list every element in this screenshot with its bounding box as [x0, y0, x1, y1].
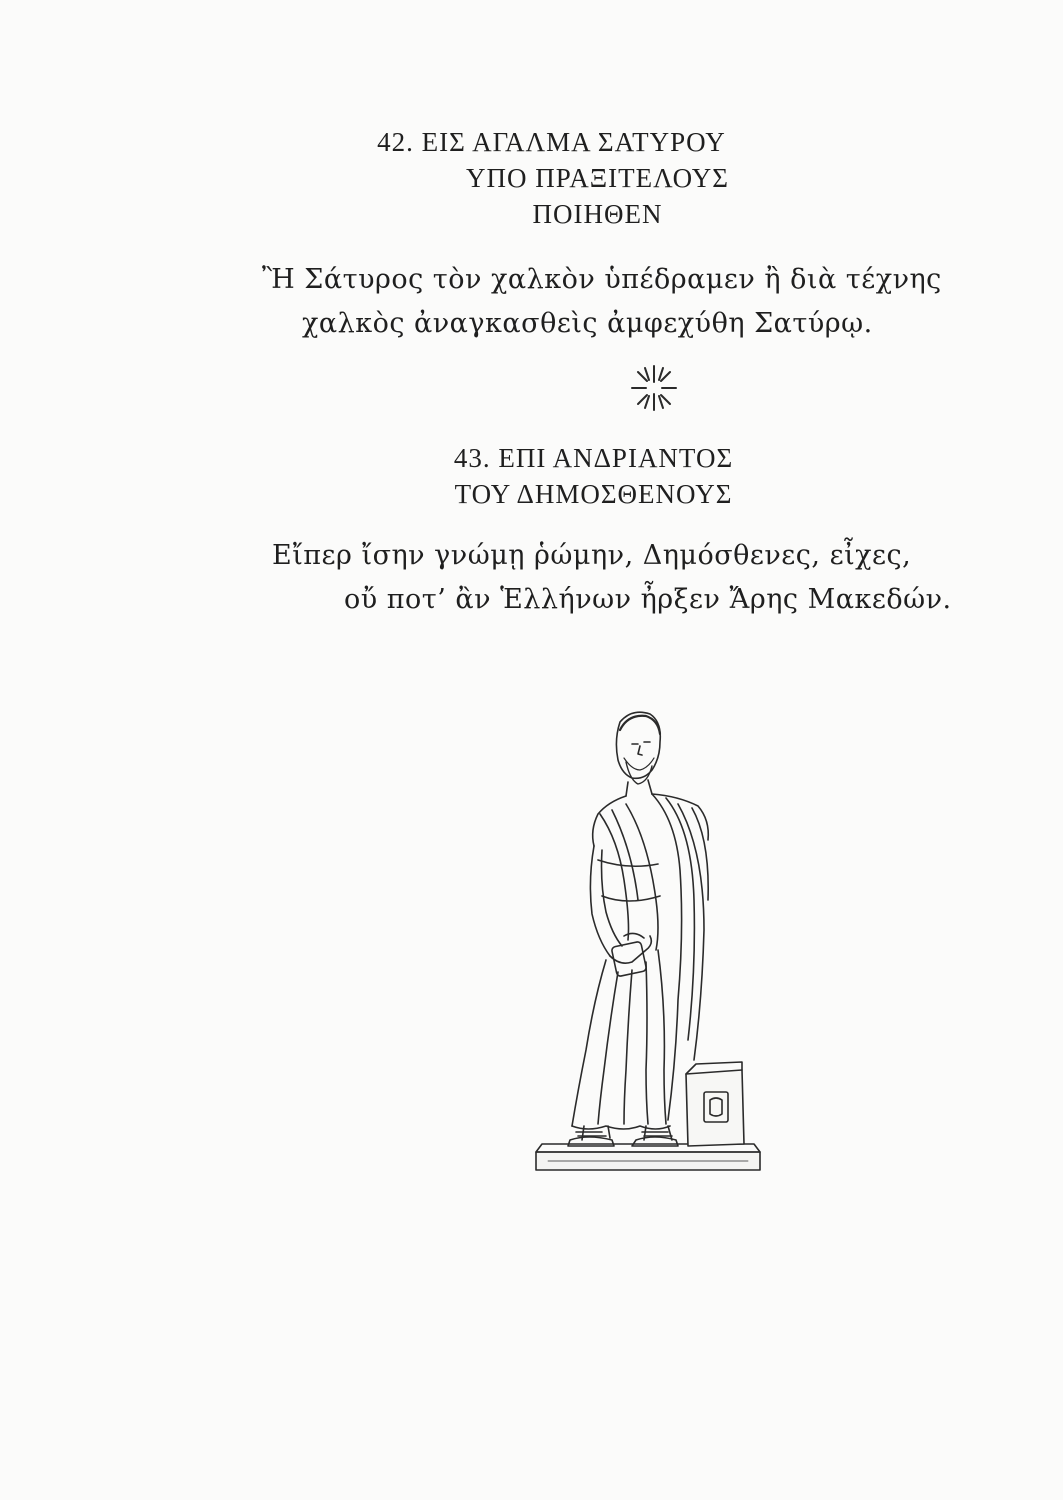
verse-line: χαλκὸς ἀναγκασθεὶς ἀμφεχύθη Σατύρῳ.: [302, 308, 873, 339]
epigram-42-heading: [0, 124, 1063, 232]
verse-line: οὔ ποτ’ ἂν Ἑλλήνων ἦρξεν Ἄρης Μακεδών.: [344, 584, 952, 615]
epigram-42-verse: [262, 258, 942, 346]
heading-line: 43. ΕΠΙ ΑΝΔΡΙΑΝΤΟΣ: [453, 443, 734, 473]
heading-line: ΤΟΥ ΔΗΜΟΣΘΕΝΟΥΣ: [454, 479, 733, 509]
epigram-43-verse: [272, 534, 952, 622]
heading-line: ΠΟΙΗΘΕΝ: [532, 199, 663, 229]
verse-line: Εἴπερ ἴσην γνώμῃ ῥώμην, Δημόσθενες, εἶχες,: [272, 540, 912, 571]
verse-line: Ἢ Σάτυρος τὸν χαλκὸν ὑπέδραμεν ἢ διὰ τέχνης: [262, 264, 942, 295]
epigram-43-heading: [0, 440, 1063, 512]
demosthenes-statue-drawing: [528, 700, 768, 1180]
heading-line: 42. ΕΙΣ ΑΓΑΛΜΑ ΣΑΤΥΡΟΥ: [377, 127, 726, 157]
heading-line: ΥΠΟ ΠΡΑΞΙΤΕΛΟΥΣ: [466, 163, 729, 193]
star-ornament-icon: [626, 362, 682, 414]
